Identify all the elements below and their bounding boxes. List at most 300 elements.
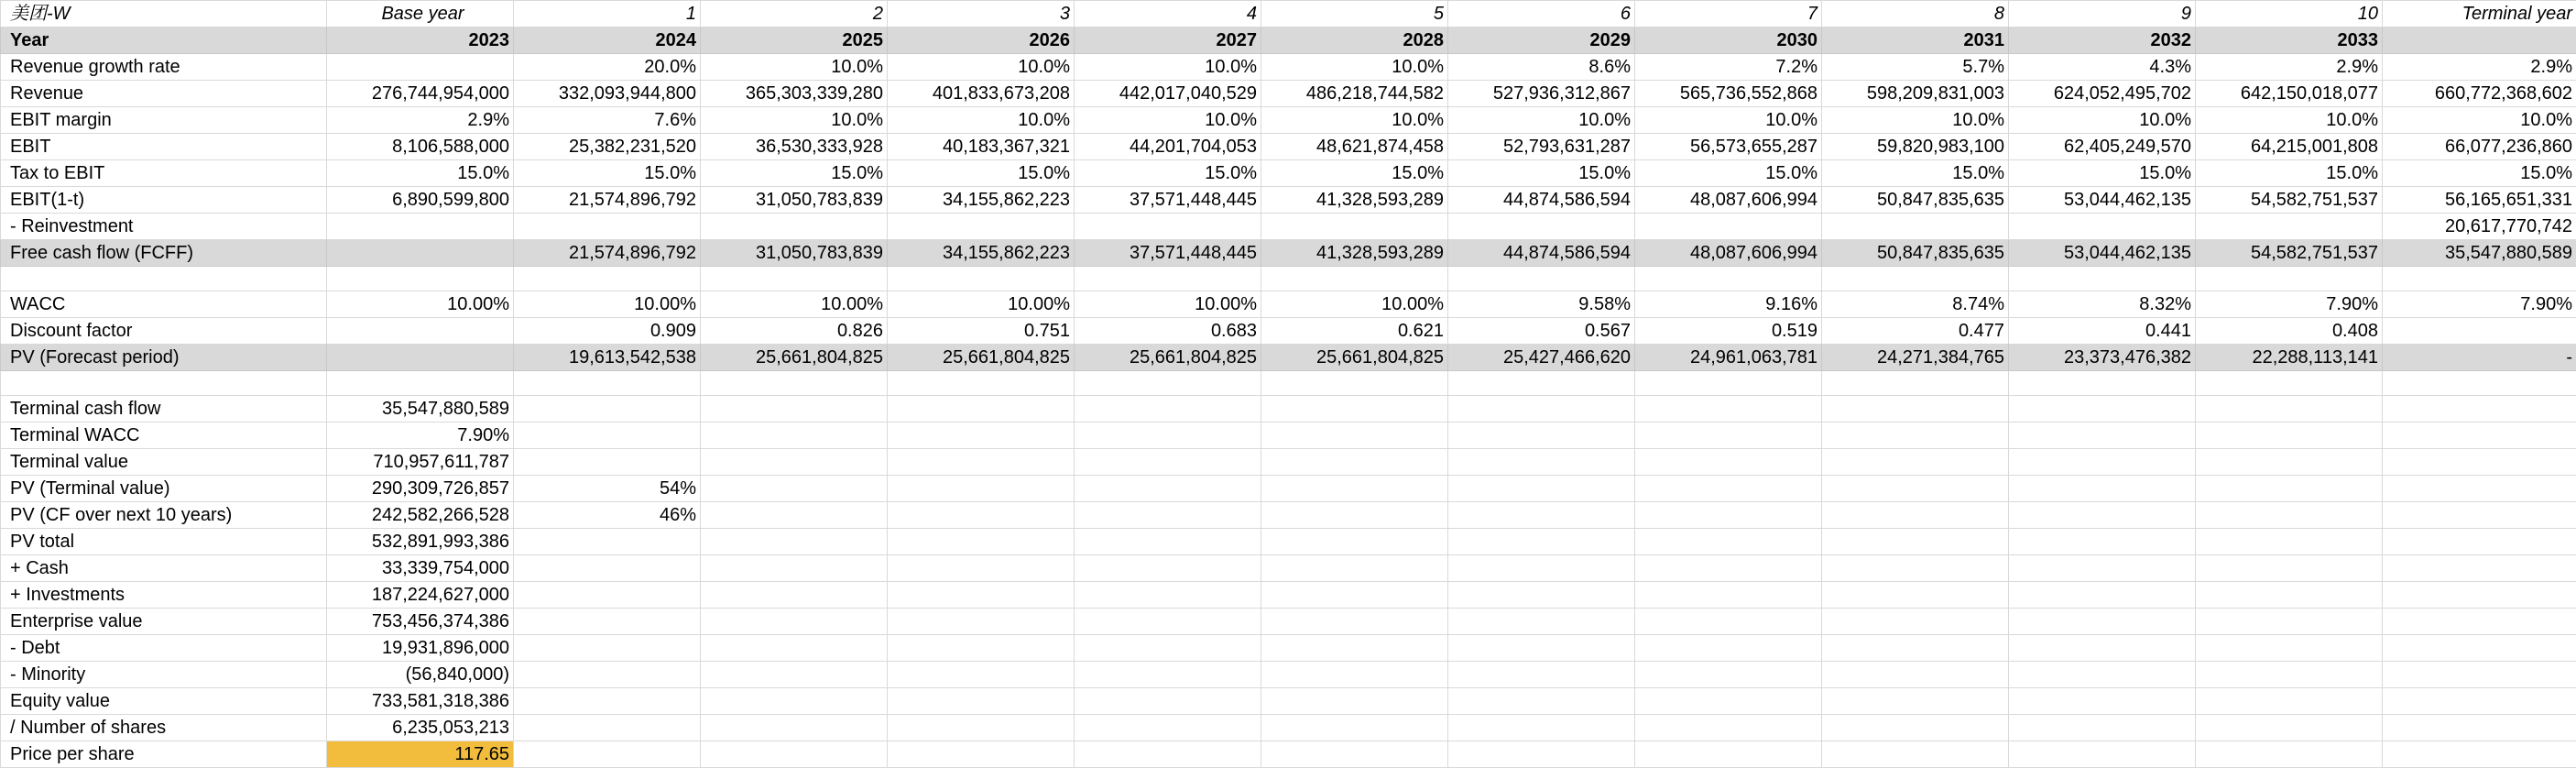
value-cell[interactable]: 15.0%	[327, 160, 514, 187]
year-cell[interactable]: 2029	[1448, 27, 1635, 54]
value-cell[interactable]: 15.0%	[2196, 160, 2383, 187]
row-label-cell[interactable]: PV total	[1, 529, 327, 555]
value-cell[interactable]	[514, 214, 701, 240]
value-cell[interactable]: 25,382,231,520	[514, 134, 701, 160]
value-cell[interactable]	[701, 529, 888, 555]
value-cell[interactable]	[2196, 609, 2383, 635]
value-cell[interactable]: 527,936,312,867	[1448, 81, 1635, 107]
value-cell[interactable]	[2196, 635, 2383, 662]
row-label-cell[interactable]: PV (Forecast period)	[1, 345, 327, 371]
value-cell[interactable]: 21,574,896,792	[514, 240, 701, 267]
period-index-cell[interactable]: 10	[2196, 1, 2383, 27]
value-cell[interactable]	[1635, 529, 1822, 555]
value-cell[interactable]	[2196, 688, 2383, 715]
value-cell[interactable]	[2009, 214, 2196, 240]
value-cell[interactable]: (56,840,000)	[327, 662, 514, 688]
row-label-cell[interactable]: Price per share	[1, 741, 327, 768]
year-cell[interactable]: 2033	[2196, 27, 2383, 54]
value-cell[interactable]: 10.0%	[1822, 107, 2009, 134]
value-cell[interactable]	[888, 635, 1075, 662]
value-cell[interactable]	[1075, 662, 1261, 688]
value-cell[interactable]	[514, 422, 701, 449]
value-cell[interactable]	[1448, 371, 1635, 396]
period-index-cell[interactable]: 9	[2009, 1, 2196, 27]
value-cell[interactable]	[1822, 609, 2009, 635]
value-cell[interactable]: 10.00%	[514, 291, 701, 318]
value-cell[interactable]	[1075, 688, 1261, 715]
value-cell[interactable]: 486,218,744,582	[1261, 81, 1448, 107]
value-cell[interactable]	[1822, 502, 2009, 529]
value-cell[interactable]	[888, 476, 1075, 502]
value-cell[interactable]: 53,044,462,135	[2009, 240, 2196, 267]
value-cell[interactable]: 15.0%	[1261, 160, 1448, 187]
value-cell[interactable]: 34,155,862,223	[888, 187, 1075, 214]
value-cell[interactable]	[701, 555, 888, 582]
value-cell[interactable]	[1448, 715, 1635, 741]
value-cell[interactable]	[2196, 529, 2383, 555]
value-cell[interactable]: 10.0%	[1448, 107, 1635, 134]
value-cell[interactable]	[2196, 214, 2383, 240]
value-cell[interactable]	[888, 396, 1075, 422]
value-cell[interactable]: 20.0%	[514, 54, 701, 81]
period-index-cell[interactable]: Terminal year	[2383, 1, 2576, 27]
value-cell[interactable]	[1075, 741, 1261, 768]
row-label-cell[interactable]: / Number of shares	[1, 715, 327, 741]
value-cell[interactable]: 10.00%	[1261, 291, 1448, 318]
value-cell[interactable]	[1261, 715, 1448, 741]
value-cell[interactable]: 24,271,384,765	[1822, 345, 2009, 371]
row-label-cell[interactable]: Tax to EBIT	[1, 160, 327, 187]
value-cell[interactable]	[1822, 396, 2009, 422]
value-cell[interactable]	[888, 688, 1075, 715]
value-cell[interactable]: 10.0%	[2383, 107, 2576, 134]
value-cell[interactable]: 15.0%	[1075, 160, 1261, 187]
value-cell[interactable]	[1635, 267, 1822, 291]
value-cell[interactable]: 0.441	[2009, 318, 2196, 345]
row-label-cell[interactable]: Terminal cash flow	[1, 396, 327, 422]
value-cell[interactable]: 10.0%	[2009, 107, 2196, 134]
value-cell[interactable]	[2009, 502, 2196, 529]
value-cell[interactable]	[1261, 502, 1448, 529]
value-cell[interactable]: 40,183,367,321	[888, 134, 1075, 160]
value-cell[interactable]	[888, 555, 1075, 582]
value-cell[interactable]: 10.00%	[1075, 291, 1261, 318]
value-cell[interactable]	[514, 267, 701, 291]
value-cell[interactable]: 642,150,018,077	[2196, 81, 2383, 107]
value-cell[interactable]	[1448, 396, 1635, 422]
value-cell[interactable]	[514, 371, 701, 396]
value-cell[interactable]	[1448, 267, 1635, 291]
value-cell[interactable]	[514, 688, 701, 715]
value-cell[interactable]	[2383, 609, 2576, 635]
value-cell[interactable]: 41,328,593,289	[1261, 187, 1448, 214]
value-cell[interactable]	[1075, 449, 1261, 476]
value-cell[interactable]	[701, 688, 888, 715]
value-cell[interactable]: 15.0%	[1635, 160, 1822, 187]
value-cell[interactable]: 710,957,611,787	[327, 449, 514, 476]
value-cell[interactable]	[1075, 529, 1261, 555]
row-label-cell[interactable]: WACC	[1, 291, 327, 318]
value-cell[interactable]	[2383, 529, 2576, 555]
value-cell[interactable]	[2196, 582, 2383, 609]
value-cell[interactable]: 0.683	[1075, 318, 1261, 345]
value-cell[interactable]: 52,793,631,287	[1448, 134, 1635, 160]
value-cell[interactable]: 332,093,944,800	[514, 81, 701, 107]
value-cell[interactable]	[1261, 422, 1448, 449]
value-cell[interactable]	[1635, 214, 1822, 240]
value-cell[interactable]	[1822, 214, 2009, 240]
value-cell[interactable]: 35,547,880,589	[327, 396, 514, 422]
value-cell[interactable]	[2383, 555, 2576, 582]
value-cell[interactable]	[2383, 662, 2576, 688]
value-cell[interactable]	[2009, 609, 2196, 635]
value-cell[interactable]: 442,017,040,529	[1075, 81, 1261, 107]
value-cell[interactable]	[1075, 582, 1261, 609]
value-cell[interactable]: 10.0%	[888, 107, 1075, 134]
value-cell[interactable]: 10.0%	[1635, 107, 1822, 134]
value-cell[interactable]: 59,820,983,100	[1822, 134, 2009, 160]
value-cell[interactable]	[888, 529, 1075, 555]
value-cell[interactable]: 31,050,783,839	[701, 187, 888, 214]
value-cell[interactable]: 0.477	[1822, 318, 2009, 345]
period-index-cell[interactable]: Base year	[327, 1, 514, 27]
value-cell[interactable]: 50,847,835,635	[1822, 240, 2009, 267]
value-cell[interactable]	[514, 635, 701, 662]
value-cell[interactable]: 31,050,783,839	[701, 240, 888, 267]
value-cell[interactable]	[327, 240, 514, 267]
value-cell[interactable]	[2009, 476, 2196, 502]
value-cell[interactable]	[1635, 582, 1822, 609]
value-cell[interactable]	[1822, 371, 2009, 396]
value-cell[interactable]	[1635, 688, 1822, 715]
value-cell[interactable]	[888, 371, 1075, 396]
value-cell[interactable]: 733,581,318,386	[327, 688, 514, 715]
value-cell[interactable]	[327, 318, 514, 345]
value-cell[interactable]: 10.0%	[2196, 107, 2383, 134]
value-cell[interactable]	[1448, 582, 1635, 609]
value-cell[interactable]: 37,571,448,445	[1075, 240, 1261, 267]
value-cell[interactable]	[1635, 371, 1822, 396]
value-cell[interactable]	[2196, 267, 2383, 291]
value-cell[interactable]: 54,582,751,537	[2196, 187, 2383, 214]
value-cell[interactable]	[1075, 502, 1261, 529]
value-cell[interactable]: 0.751	[888, 318, 1075, 345]
value-cell[interactable]: 15.0%	[2009, 160, 2196, 187]
value-cell[interactable]	[1075, 476, 1261, 502]
value-cell[interactable]: 276,744,954,000	[327, 81, 514, 107]
value-cell[interactable]: 54%	[514, 476, 701, 502]
value-cell[interactable]: 7.2%	[1635, 54, 1822, 81]
value-cell[interactable]	[1448, 609, 1635, 635]
value-cell[interactable]	[1075, 371, 1261, 396]
value-cell[interactable]: 9.58%	[1448, 291, 1635, 318]
value-cell[interactable]: 15.0%	[701, 160, 888, 187]
value-cell[interactable]: 46%	[514, 502, 701, 529]
value-cell[interactable]: 660,772,368,602	[2383, 81, 2576, 107]
value-cell[interactable]	[1635, 476, 1822, 502]
value-cell[interactable]	[701, 662, 888, 688]
value-cell[interactable]	[2009, 662, 2196, 688]
value-cell[interactable]: 15.0%	[1448, 160, 1635, 187]
value-cell[interactable]	[1261, 267, 1448, 291]
value-cell[interactable]	[1261, 688, 1448, 715]
value-cell[interactable]	[701, 635, 888, 662]
year-cell[interactable]: 2031	[1822, 27, 2009, 54]
value-cell[interactable]	[1261, 609, 1448, 635]
value-cell[interactable]: 0.826	[701, 318, 888, 345]
value-cell[interactable]	[514, 396, 701, 422]
value-cell[interactable]: 365,303,339,280	[701, 81, 888, 107]
value-cell[interactable]: 4.3%	[2009, 54, 2196, 81]
value-cell[interactable]	[701, 396, 888, 422]
value-cell[interactable]	[2383, 318, 2576, 345]
row-label-cell[interactable]: EBIT(1-t)	[1, 187, 327, 214]
value-cell[interactable]: 5.7%	[1822, 54, 2009, 81]
value-cell[interactable]	[2009, 635, 2196, 662]
value-cell[interactable]	[888, 609, 1075, 635]
value-cell[interactable]	[2009, 741, 2196, 768]
row-label-cell[interactable]	[1, 371, 327, 396]
value-cell[interactable]	[1261, 396, 1448, 422]
value-cell[interactable]	[1075, 609, 1261, 635]
value-cell[interactable]: 54,582,751,537	[2196, 240, 2383, 267]
row-label-cell[interactable]: Discount factor	[1, 318, 327, 345]
value-cell[interactable]: 20,617,770,742	[2383, 214, 2576, 240]
value-cell[interactable]	[888, 449, 1075, 476]
value-cell[interactable]: 21,574,896,792	[514, 187, 701, 214]
value-cell[interactable]	[1261, 555, 1448, 582]
value-cell[interactable]	[2196, 662, 2383, 688]
value-cell[interactable]	[1448, 449, 1635, 476]
period-index-cell[interactable]: 7	[1635, 1, 1822, 27]
value-cell[interactable]	[2383, 396, 2576, 422]
value-cell[interactable]	[888, 502, 1075, 529]
value-cell[interactable]	[701, 609, 888, 635]
value-cell[interactable]	[2009, 555, 2196, 582]
value-cell[interactable]: 56,165,651,331	[2383, 187, 2576, 214]
period-index-cell[interactable]: 2	[701, 1, 888, 27]
value-cell[interactable]: 25,661,804,825	[1261, 345, 1448, 371]
company-name-cell[interactable]: 美团-W	[1, 1, 327, 27]
value-cell[interactable]: 44,874,586,594	[1448, 240, 1635, 267]
value-cell[interactable]: 25,661,804,825	[701, 345, 888, 371]
value-cell[interactable]	[1448, 741, 1635, 768]
row-label-cell[interactable]: Revenue	[1, 81, 327, 107]
value-cell[interactable]: 50,847,835,635	[1822, 187, 2009, 214]
value-cell[interactable]	[514, 529, 701, 555]
value-cell[interactable]: 9.16%	[1635, 291, 1822, 318]
value-cell[interactable]: 7.90%	[327, 422, 514, 449]
value-cell[interactable]	[2196, 476, 2383, 502]
value-cell[interactable]	[327, 345, 514, 371]
value-cell[interactable]: 15.0%	[888, 160, 1075, 187]
value-cell[interactable]	[1261, 529, 1448, 555]
value-cell[interactable]	[1635, 502, 1822, 529]
value-cell[interactable]: 10.00%	[701, 291, 888, 318]
value-cell[interactable]	[2196, 715, 2383, 741]
value-cell[interactable]	[888, 214, 1075, 240]
row-label-cell[interactable]: Free cash flow (FCFF)	[1, 240, 327, 267]
row-label-cell[interactable]: + Cash	[1, 555, 327, 582]
value-cell[interactable]	[2383, 476, 2576, 502]
value-cell[interactable]: 56,573,655,287	[1635, 134, 1822, 160]
value-cell[interactable]	[2383, 635, 2576, 662]
value-cell[interactable]: 24,961,063,781	[1635, 345, 1822, 371]
value-cell[interactable]: 36,530,333,928	[701, 134, 888, 160]
value-cell[interactable]: 48,621,874,458	[1261, 134, 1448, 160]
value-cell[interactable]	[2383, 371, 2576, 396]
value-cell[interactable]: 25,427,466,620	[1448, 345, 1635, 371]
value-cell[interactable]	[1822, 476, 2009, 502]
value-cell[interactable]	[701, 371, 888, 396]
value-cell[interactable]: -	[2383, 345, 2576, 371]
value-cell[interactable]	[1635, 449, 1822, 476]
value-cell[interactable]	[1448, 688, 1635, 715]
year-cell[interactable]: 2032	[2009, 27, 2196, 54]
row-label-cell[interactable]: + Investments	[1, 582, 327, 609]
value-cell[interactable]	[2196, 555, 2383, 582]
year-cell[interactable]: 2023	[327, 27, 514, 54]
value-cell[interactable]	[701, 715, 888, 741]
value-cell[interactable]: 10.0%	[1075, 107, 1261, 134]
value-cell[interactable]	[1261, 214, 1448, 240]
value-cell[interactable]: 25,661,804,825	[888, 345, 1075, 371]
value-cell[interactable]	[1448, 214, 1635, 240]
value-cell[interactable]	[1261, 476, 1448, 502]
value-cell[interactable]: 22,288,113,141	[2196, 345, 2383, 371]
value-cell[interactable]: 2.9%	[2196, 54, 2383, 81]
value-cell[interactable]	[888, 662, 1075, 688]
value-cell[interactable]: 37,571,448,445	[1075, 187, 1261, 214]
value-cell[interactable]	[327, 214, 514, 240]
value-cell[interactable]	[1075, 267, 1261, 291]
value-cell[interactable]	[2383, 449, 2576, 476]
value-cell[interactable]	[2383, 688, 2576, 715]
value-cell[interactable]	[888, 741, 1075, 768]
row-label-cell[interactable]: EBIT	[1, 134, 327, 160]
value-cell[interactable]	[701, 449, 888, 476]
value-cell[interactable]: 0.519	[1635, 318, 1822, 345]
value-cell[interactable]: 10.0%	[1261, 54, 1448, 81]
row-label-cell[interactable]: PV (Terminal value)	[1, 476, 327, 502]
year-cell[interactable]: 2027	[1075, 27, 1261, 54]
value-cell[interactable]	[327, 267, 514, 291]
value-cell[interactable]: 33,339,754,000	[327, 555, 514, 582]
value-cell[interactable]	[1261, 635, 1448, 662]
value-cell[interactable]: 753,456,374,386	[327, 609, 514, 635]
value-cell[interactable]	[2009, 396, 2196, 422]
value-cell[interactable]	[327, 54, 514, 81]
value-cell[interactable]	[888, 267, 1075, 291]
value-cell[interactable]: 44,201,704,053	[1075, 134, 1261, 160]
value-cell[interactable]	[2196, 422, 2383, 449]
value-cell[interactable]	[2196, 449, 2383, 476]
value-cell[interactable]: 0.408	[2196, 318, 2383, 345]
value-cell[interactable]	[1822, 715, 2009, 741]
value-cell[interactable]: 598,209,831,003	[1822, 81, 2009, 107]
value-cell[interactable]	[2009, 529, 2196, 555]
value-cell[interactable]	[514, 609, 701, 635]
value-cell[interactable]	[1822, 741, 2009, 768]
period-index-cell[interactable]: 8	[1822, 1, 2009, 27]
value-cell[interactable]	[2009, 449, 2196, 476]
value-cell[interactable]: 10.0%	[888, 54, 1075, 81]
period-index-cell[interactable]: 3	[888, 1, 1075, 27]
value-cell[interactable]: 7.6%	[514, 107, 701, 134]
value-cell[interactable]	[1822, 555, 2009, 582]
value-cell[interactable]	[514, 449, 701, 476]
value-cell[interactable]: 8.32%	[2009, 291, 2196, 318]
value-cell[interactable]	[888, 582, 1075, 609]
value-cell[interactable]	[2383, 582, 2576, 609]
value-cell[interactable]	[1075, 635, 1261, 662]
value-cell[interactable]	[701, 582, 888, 609]
value-cell[interactable]	[1448, 529, 1635, 555]
value-cell[interactable]	[1075, 396, 1261, 422]
value-cell[interactable]: 10.00%	[888, 291, 1075, 318]
row-label-cell[interactable]: - Debt	[1, 635, 327, 662]
value-cell[interactable]: 565,736,552,868	[1635, 81, 1822, 107]
value-cell[interactable]: 6,890,599,800	[327, 187, 514, 214]
value-cell[interactable]: 41,328,593,289	[1261, 240, 1448, 267]
value-cell[interactable]	[1448, 635, 1635, 662]
value-cell[interactable]	[2196, 371, 2383, 396]
value-cell[interactable]	[2196, 741, 2383, 768]
value-cell[interactable]	[1261, 662, 1448, 688]
value-cell[interactable]	[2009, 582, 2196, 609]
value-cell[interactable]	[514, 662, 701, 688]
value-cell[interactable]: 532,891,993,386	[327, 529, 514, 555]
value-cell[interactable]	[327, 371, 514, 396]
year-cell[interactable]: 2024	[514, 27, 701, 54]
value-cell[interactable]	[2196, 502, 2383, 529]
period-index-cell[interactable]: 6	[1448, 1, 1635, 27]
value-cell[interactable]	[1448, 555, 1635, 582]
value-cell[interactable]	[2383, 267, 2576, 291]
value-cell[interactable]: 48,087,606,994	[1635, 240, 1822, 267]
value-cell[interactable]: 117.65	[327, 741, 514, 768]
value-cell[interactable]	[2196, 396, 2383, 422]
value-cell[interactable]: 2.9%	[327, 107, 514, 134]
value-cell[interactable]: 23,373,476,382	[2009, 345, 2196, 371]
row-label-cell[interactable]: - Minority	[1, 662, 327, 688]
year-cell[interactable]: 2030	[1635, 27, 1822, 54]
value-cell[interactable]: 35,547,880,589	[2383, 240, 2576, 267]
value-cell[interactable]	[888, 422, 1075, 449]
value-cell[interactable]: 8,106,588,000	[327, 134, 514, 160]
value-cell[interactable]	[701, 502, 888, 529]
value-cell[interactable]: 8.6%	[1448, 54, 1635, 81]
value-cell[interactable]	[1448, 662, 1635, 688]
value-cell[interactable]	[2009, 715, 2196, 741]
value-cell[interactable]	[514, 582, 701, 609]
value-cell[interactable]	[1822, 635, 2009, 662]
value-cell[interactable]	[1635, 555, 1822, 582]
row-label-cell[interactable]: Equity value	[1, 688, 327, 715]
value-cell[interactable]	[1448, 502, 1635, 529]
value-cell[interactable]: 15.0%	[1822, 160, 2009, 187]
value-cell[interactable]: 19,931,896,000	[327, 635, 514, 662]
value-cell[interactable]	[1261, 449, 1448, 476]
value-cell[interactable]: 242,582,266,528	[327, 502, 514, 529]
value-cell[interactable]	[701, 422, 888, 449]
period-index-cell[interactable]: 4	[1075, 1, 1261, 27]
value-cell[interactable]	[1075, 555, 1261, 582]
year-label-cell[interactable]: Year	[1, 27, 327, 54]
value-cell[interactable]	[701, 214, 888, 240]
value-cell[interactable]: 401,833,673,208	[888, 81, 1075, 107]
row-label-cell[interactable]: Terminal value	[1, 449, 327, 476]
